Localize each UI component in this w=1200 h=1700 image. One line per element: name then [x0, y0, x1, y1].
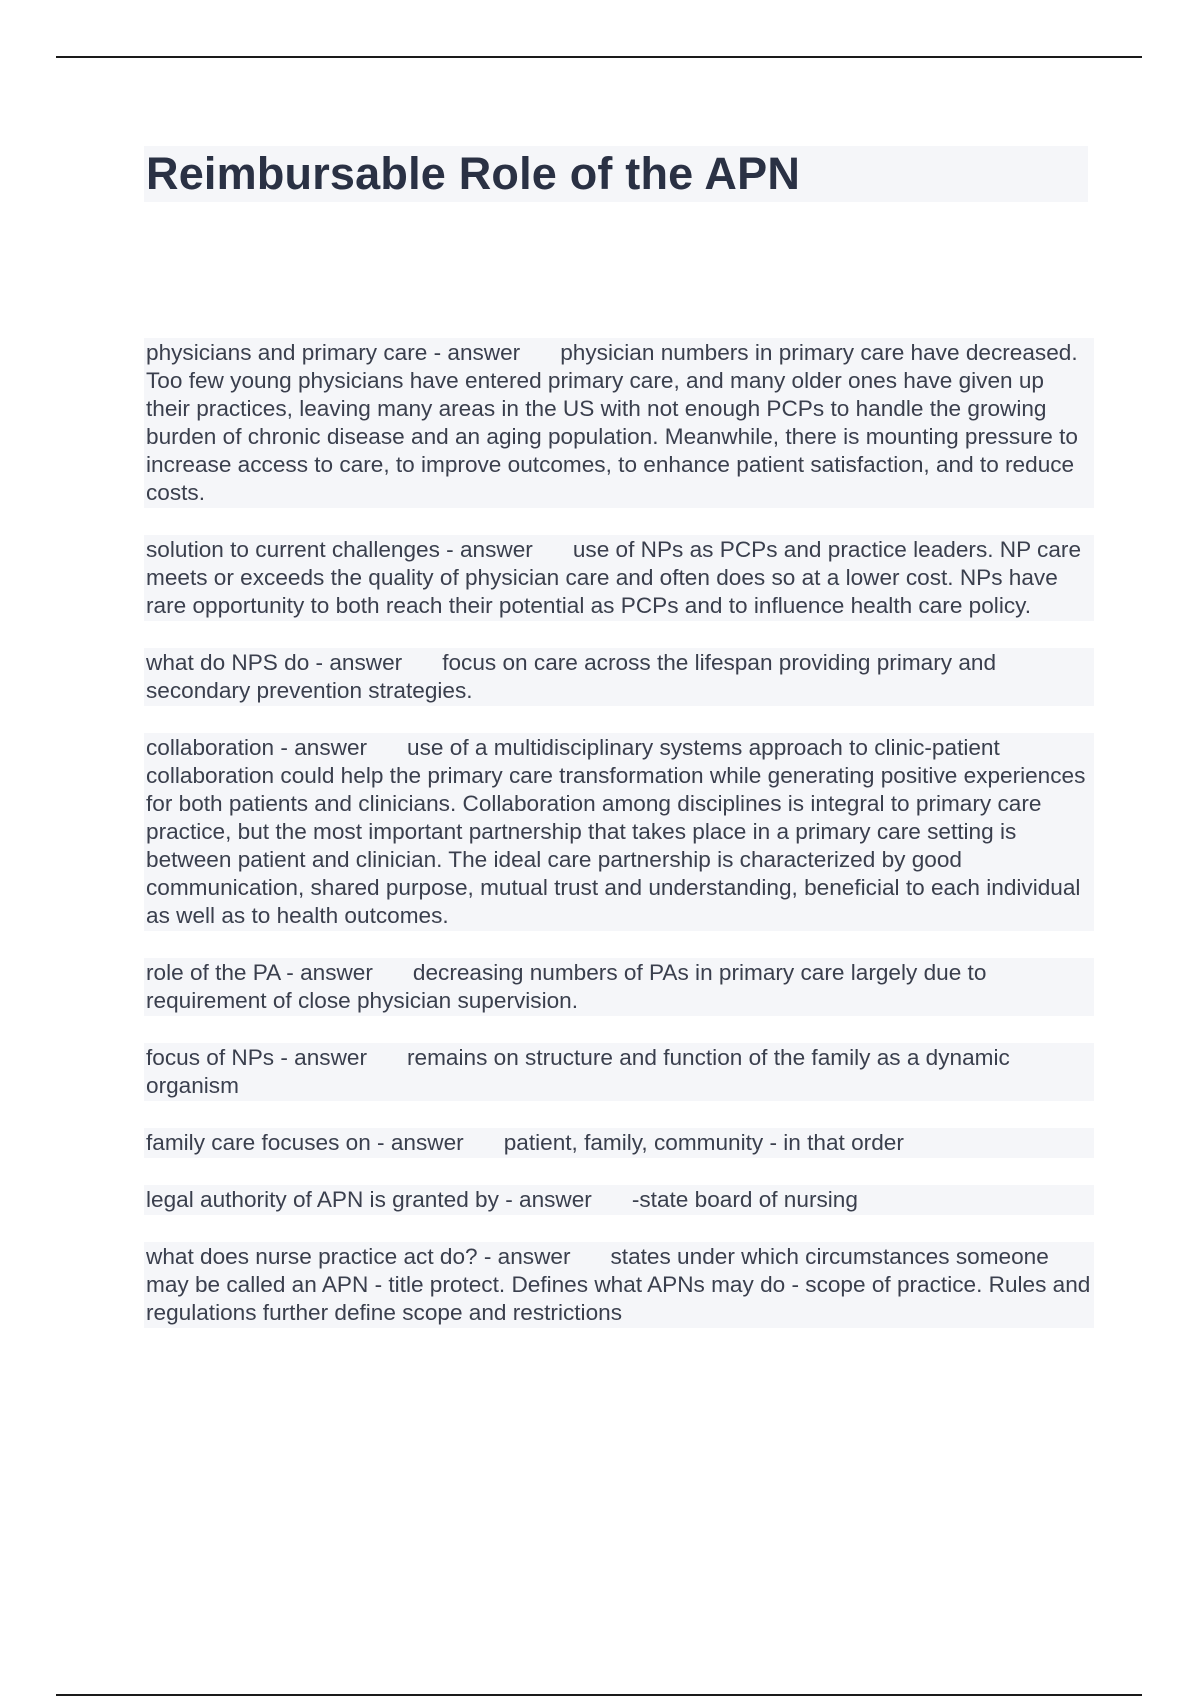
qa-separator: - answer — [274, 1045, 368, 1070]
qa-separator: - answer — [309, 650, 403, 675]
bottom-divider — [56, 1694, 1142, 1696]
qa-item — [144, 1043, 1094, 1101]
qa-item — [144, 1185, 1094, 1215]
qa-separator: - answer — [427, 340, 521, 365]
qa-term: focus of NPs — [146, 1045, 275, 1070]
qa-definition: states under which circumstances someone may be called an APN - title protect. Defines what APNs may do - scope of practice. Rules and regulations further define scope and restrictions — [146, 1244, 1091, 1325]
qa-term: family care focuses on — [146, 1130, 371, 1155]
qa-term: solution to current challenges — [146, 537, 440, 562]
qa-term: what does nurse practice act do? — [146, 1244, 478, 1269]
qa-definition: use of NPs as PCPs and practice leaders. NP care meets or exceeds the quality of physician care and often does so at a lower cost. NPs have rare opportunity to both reach their potential as PCPs and to influence health care policy. — [146, 537, 1082, 618]
qa-term: collaboration — [146, 735, 275, 760]
qa-list — [144, 338, 1094, 1355]
page-title: Reimbursable Role of the APN — [146, 148, 801, 199]
qa-definition: patient, family, community - in that order — [503, 1130, 904, 1155]
qa-item — [144, 535, 1094, 621]
qa-definition: use of a multidisciplinary systems approach to clinic-patient collaboration could help the primary care transformation while generating positive experiences for both patients and clinicians. Collaboration among disciplines is integral to primary care practice, but the most important partnership that takes place in a primary care setting is between patient and clinician. The ideal care partnership is characterized by good communication, shared purpose, mutual trust and understanding, beneficial to each individual as well as to health outcomes. — [146, 735, 1086, 928]
qa-term: legal authority of APN is granted by — [146, 1187, 499, 1212]
qa-term: physicians and primary care — [146, 340, 428, 365]
qa-separator: - answer — [370, 1130, 464, 1155]
qa-separator: - answer — [498, 1187, 592, 1212]
qa-definition: physician numbers in primary care have decreased. Too few young physicians have entered primary care, and many older ones have given up their practices, leaving many areas in the US with not enough PCPs to handle the growing burden of chronic disease and an aging population. Meanwhile, there is mounting pressure to increase access to care, to improve outcomes, to enhance patient satisfaction, and to reduce costs. — [146, 340, 1078, 505]
qa-definition: remains on structure and function of the family as a dynamic organism — [146, 1045, 1010, 1098]
qa-separator: - answer — [279, 960, 373, 985]
qa-item — [144, 1128, 1094, 1158]
qa-separator: - answer — [477, 1244, 571, 1269]
qa-separator: - answer — [439, 537, 533, 562]
qa-definition: -state board of nursing — [631, 1187, 858, 1212]
qa-term: role of the PA — [146, 960, 280, 985]
qa-item — [144, 338, 1094, 508]
qa-separator: - answer — [274, 735, 368, 760]
qa-item — [144, 958, 1094, 1016]
qa-term: what do NPS do — [146, 650, 310, 675]
qa-item — [144, 733, 1094, 931]
qa-definition: decreasing numbers of PAs in primary care largely due to requirement of close physician supervision. — [146, 960, 987, 1013]
top-divider — [56, 56, 1142, 58]
qa-item — [144, 648, 1094, 706]
qa-definition: focus on care across the lifespan providing primary and secondary prevention strategies. — [146, 650, 997, 703]
qa-item — [144, 1242, 1094, 1328]
